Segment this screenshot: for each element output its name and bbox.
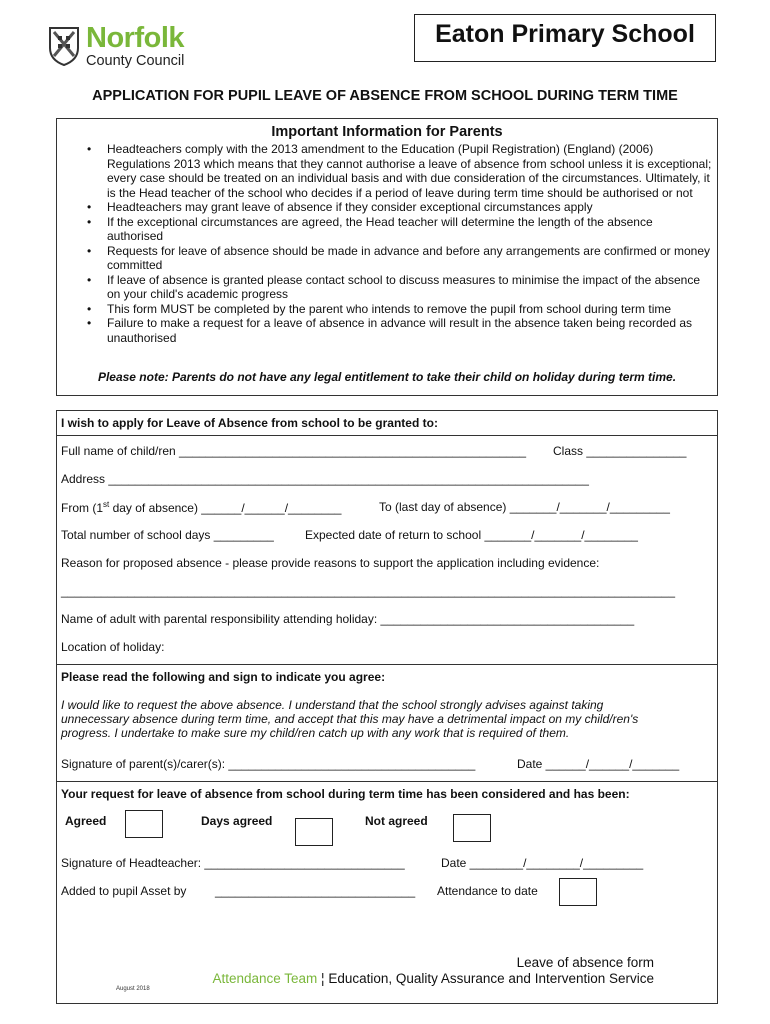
logo-name: Norfolk bbox=[86, 22, 184, 54]
asset-label: Added to pupil Asset by bbox=[61, 884, 187, 898]
not-agreed-label: Not agreed bbox=[365, 814, 428, 828]
info-bullet: • Headteachers may grant leave of absence if they consider exceptional circumstances apply bbox=[87, 200, 712, 215]
info-list bbox=[87, 142, 712, 345]
head-signature-field[interactable]: Signature of Headteacher: ______________________________ bbox=[61, 856, 405, 870]
to-date-field[interactable]: To (last day of absence) _______/_______/_________ bbox=[379, 500, 670, 514]
footer-service bbox=[212, 971, 654, 986]
divider bbox=[57, 435, 717, 436]
location-field[interactable]: Location of holiday: bbox=[61, 640, 165, 654]
info-bullet: • Headteachers comply with the 2013 amendment to the Education (Pupil Registration) (England) (2006) Regulations 2013 which means that they cannot authorise a leave of absence from school unless it is exceptional; every case should be treated on an individual basis and with due consideration of the circumstances. Ultimately, it is the Head teacher of the school who decides if a period of leave during term time should be authorised or not bbox=[87, 142, 712, 200]
divider bbox=[57, 664, 717, 665]
reason-field[interactable]: ____________________________________________________________________________________________ bbox=[61, 584, 675, 598]
sign-heading: Please read the following and sign to indicate you agree: bbox=[61, 670, 386, 684]
days-agreed-label: Days agreed bbox=[201, 814, 273, 828]
total-days-field[interactable]: Total number of school days _________ bbox=[61, 528, 274, 542]
parent-signature-field[interactable]: Signature of parent(s)/carer(s): _____________________________________ bbox=[61, 757, 476, 771]
head-date-field[interactable]: Date ________/________/_________ bbox=[441, 856, 644, 870]
from-label: From (1 bbox=[61, 501, 103, 515]
footer-team: Attendance Team bbox=[212, 971, 318, 986]
info-bullet: • Requests for leave of absence should be made in advance and before any arrangements are confirmed or money committed bbox=[87, 244, 712, 273]
page-title: APPLICATION FOR PUPIL LEAVE OF ABSENCE FROM SCHOOL DURING TERM TIME bbox=[92, 88, 678, 104]
info-bullet: • Failure to make a request for a leave of absence in advance will result in the absence taken being recorded as unauthorised bbox=[87, 316, 712, 345]
address-field[interactable]: Address ________________________________________________________________________ bbox=[61, 472, 589, 486]
agreed-label: Agreed bbox=[65, 814, 107, 828]
not-agreed-checkbox[interactable] bbox=[453, 814, 491, 842]
attendance-box[interactable] bbox=[559, 878, 597, 906]
attendance-label: Attendance to date bbox=[437, 884, 538, 898]
info-bullet: • If leave of absence is granted please contact school to discuss measures to minimise the impact of the absence on your child's academic progress bbox=[87, 273, 712, 302]
parent-date-field[interactable]: Date ______/______/_______ bbox=[517, 757, 680, 771]
footer-form-name: Leave of absence form bbox=[516, 955, 654, 970]
divider bbox=[57, 781, 717, 782]
school-name: Eaton Primary School bbox=[414, 14, 716, 62]
days-agreed-box[interactable] bbox=[295, 818, 333, 846]
apply-heading: I wish to apply for Leave of Absence from school to be granted to: bbox=[61, 416, 438, 430]
return-date-field[interactable]: Expected date of return to school _______/_______/________ bbox=[305, 528, 638, 542]
footer-sep: ¦ bbox=[317, 971, 329, 986]
application-form bbox=[56, 410, 718, 1004]
crest-icon bbox=[48, 26, 80, 66]
info-box bbox=[56, 118, 718, 396]
reason-label: Reason for proposed absence - please provide reasons to support the application including evidence: bbox=[61, 556, 600, 570]
footer-service-name: Education, Quality Assurance and Intervention Service bbox=[328, 971, 654, 986]
from-date-field[interactable] bbox=[61, 500, 341, 515]
info-bullet: • If the exceptional circumstances are agreed, the Head teacher will determine the length of the absence authorised bbox=[87, 215, 712, 244]
adult-name-field[interactable]: Name of adult with parental responsibility attending holiday: ______________________________________ bbox=[61, 612, 635, 626]
declaration-line: progress. I undertake to make sure my child/ren catch up with any work that is required of them. bbox=[61, 726, 570, 740]
class-field[interactable]: Class _______________ bbox=[553, 444, 687, 458]
from-sup: st bbox=[103, 500, 110, 509]
norfolk-logo bbox=[48, 24, 208, 74]
from-rest: day of absence) ______/______/________ bbox=[109, 501, 342, 515]
decision-heading: Your request for leave of absence from school during term time has been considered and has been: bbox=[61, 787, 630, 801]
asset-field[interactable]: ______________________________ bbox=[215, 884, 416, 898]
child-name-field[interactable]: Full name of child/ren ____________________________________________________ bbox=[61, 444, 527, 458]
info-bullet: • This form MUST be completed by the parent who intends to remove the pupil from school during term time bbox=[87, 302, 712, 317]
footer-date: August 2018 bbox=[116, 986, 150, 992]
agreed-checkbox[interactable] bbox=[125, 810, 163, 838]
info-note: Please note: Parents do not have any legal entitlement to take their child on holiday during term time. bbox=[97, 370, 677, 384]
logo-sub: County Council bbox=[86, 53, 185, 69]
declaration-line: I would like to request the above absence. I understand that the school strongly advises against taking bbox=[61, 698, 604, 712]
info-heading: Important Information for Parents bbox=[271, 124, 503, 140]
declaration-line: unnecessary absence during term time, and accept that this may have a detrimental impact on my child/ren's bbox=[61, 712, 639, 726]
